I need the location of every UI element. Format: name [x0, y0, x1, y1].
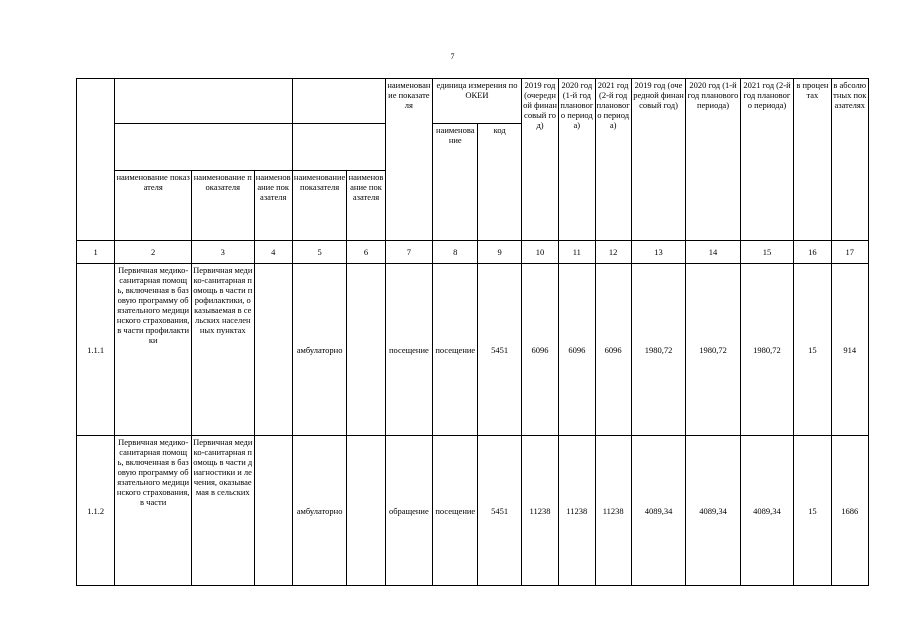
column-number: 10 — [521, 241, 558, 264]
column-number: 8 — [433, 241, 478, 264]
header-cell-6: наименование показателя — [347, 171, 385, 241]
row-price-2021: 1980,72 — [740, 264, 793, 436]
row-value-2019: 11238 — [521, 436, 558, 586]
header-unit-group: единица измерения по ОКЕИ — [433, 79, 522, 124]
state-task-table — [76, 78, 869, 586]
column-number-row — [77, 241, 869, 264]
row-indicator-detail: Первичная медико-санитарная помощь в части профилактики, оказываемая в сельских населенных пунктах — [192, 264, 255, 436]
row-price-2020: 4089,34 — [686, 436, 740, 586]
row-condition: амбулаторно — [292, 436, 346, 586]
header-cell-5: наименование показателя — [292, 171, 346, 241]
header-cell-4: наименование показателя — [254, 171, 292, 241]
row-price-2020: 1980,72 — [686, 264, 740, 436]
page-number: 7 — [450, 52, 455, 61]
row-deviation-percent: 15 — [794, 264, 831, 436]
row-cell-6 — [347, 436, 385, 586]
row-cell-6 — [347, 264, 385, 436]
column-number: 12 — [595, 241, 631, 264]
column-number: 15 — [740, 241, 793, 264]
header-cell-1 — [77, 79, 115, 241]
row-price-2021: 4089,34 — [740, 436, 793, 586]
header-cell-12: 2021 год (2-й год планового периода) — [595, 79, 631, 241]
table-row — [77, 264, 869, 436]
column-number: 9 — [478, 241, 521, 264]
table-row — [77, 436, 869, 586]
column-number: 7 — [385, 241, 432, 264]
header-row-1 — [77, 79, 869, 124]
row-indicator-name: Первичная медико-санитарная помощь, включенная в базовую программу обязательного медицинского страхования, в части профилактики — [115, 264, 192, 436]
column-number: 3 — [192, 241, 255, 264]
column-number: 16 — [794, 241, 831, 264]
row-price-2019: 4089,34 — [631, 436, 685, 586]
header-cell-9: код — [478, 124, 521, 241]
header-cell-group-a-lower — [115, 124, 293, 171]
row-value-2019: 6096 — [521, 264, 558, 436]
row-measure-name: обращение — [385, 436, 432, 586]
header-cell-3: наименование показателя — [192, 171, 255, 241]
header-cell-group-b — [292, 79, 385, 124]
header-cell-group-a — [115, 79, 293, 124]
header-cell-14: 2020 год (1-й год планового периода) — [686, 79, 740, 241]
row-unit-name: посещение — [433, 436, 478, 586]
column-number: 11 — [559, 241, 595, 264]
column-number: 1 — [77, 241, 115, 264]
row-deviation-absolute: 1686 — [831, 436, 868, 586]
row-measure-name: посещение — [385, 264, 432, 436]
header-cell-15: 2021 год (2-й год планового периода) — [740, 79, 793, 241]
header-cell-7: наименование показателя — [385, 79, 432, 241]
column-number: 14 — [686, 241, 740, 264]
row-deviation-absolute: 914 — [831, 264, 868, 436]
column-number: 6 — [347, 241, 385, 264]
row-value-2020: 6096 — [559, 264, 595, 436]
header-cell-16: в процентах — [794, 79, 831, 241]
column-number: 13 — [631, 241, 685, 264]
header-cell-17: в абсолютных показателях — [831, 79, 868, 241]
row-deviation-percent: 15 — [794, 436, 831, 586]
header-cell-10: 2019 год (очередной финансовый год) — [521, 79, 558, 241]
column-number: 4 — [254, 241, 292, 264]
row-indicator-detail: Первичная медико-санитарная помощь в части диагностики и лечения, оказываемая в сельских — [192, 436, 255, 586]
row-value-2020: 11238 — [559, 436, 595, 586]
row-unit-code: 5451 — [478, 264, 521, 436]
row-value-2021: 11238 — [595, 436, 631, 586]
row-cell-4 — [254, 264, 292, 436]
column-number: 5 — [292, 241, 346, 264]
row-price-2019: 1980,72 — [631, 264, 685, 436]
row-unit-code: 5451 — [478, 436, 521, 586]
column-number: 2 — [115, 241, 192, 264]
row-unit-name: посещение — [433, 264, 478, 436]
header-cell-group-b-lower — [292, 124, 385, 171]
row-condition: амбулаторно — [292, 264, 346, 436]
row-indicator-name: Первичная медико-санитарная помощь, включенная в базовую программу обязательного медицинского страхования, в части — [115, 436, 192, 586]
header-cell-8: наименование — [433, 124, 478, 241]
row-id: 1.1.2 — [77, 436, 115, 586]
header-cell-2: наименование показателя — [115, 171, 192, 241]
row-id: 1.1.1 — [77, 264, 115, 436]
header-cell-11: 2020 год (1-й год планового периода) — [559, 79, 595, 241]
column-number: 17 — [831, 241, 868, 264]
row-cell-4 — [254, 436, 292, 586]
header-cell-13: 2019 год (очередной финансовый год) — [631, 79, 685, 241]
row-value-2021: 6096 — [595, 264, 631, 436]
